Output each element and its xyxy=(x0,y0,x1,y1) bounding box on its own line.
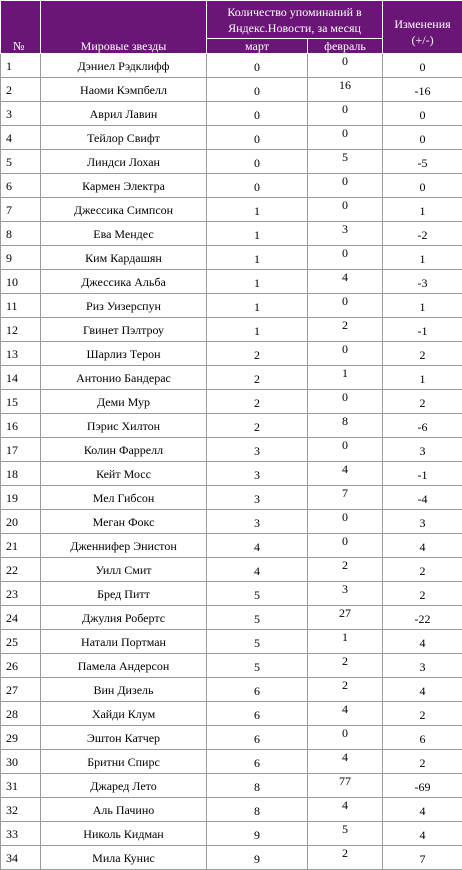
mentions-february: 0 xyxy=(308,102,383,126)
header-mentions: Количество упоминаний в Яндекс.Новости, за месяц xyxy=(207,1,383,39)
mentions-change: 2 xyxy=(383,390,462,414)
mentions-february: 5 xyxy=(308,150,383,174)
mentions-change: -4 xyxy=(383,486,462,510)
table-row xyxy=(1,174,462,198)
row-number: 26 xyxy=(1,654,41,678)
mentions-change: 4 xyxy=(383,630,462,654)
mentions-march: 2 xyxy=(207,366,308,390)
table-row xyxy=(1,510,462,534)
mentions-march: 1 xyxy=(207,246,308,270)
mentions-february: 77 xyxy=(308,774,383,798)
table-row xyxy=(1,294,462,318)
table-row xyxy=(1,558,462,582)
mentions-february: 4 xyxy=(308,798,383,822)
mentions-march: 6 xyxy=(207,678,308,702)
table-row xyxy=(1,606,462,630)
mentions-february: 4 xyxy=(308,750,383,774)
star-name: Николь Кидман xyxy=(41,822,207,846)
star-name: Вин Дизель xyxy=(41,678,207,702)
mentions-march: 3 xyxy=(207,486,308,510)
mentions-change: -1 xyxy=(383,462,462,486)
mentions-february: 0 xyxy=(308,126,383,150)
star-name: Шарлиз Терон xyxy=(41,342,207,366)
header-march: март xyxy=(207,39,308,54)
star-name: Дэниел Рэдклифф xyxy=(41,54,207,78)
table-row xyxy=(1,726,462,750)
mentions-march: 0 xyxy=(207,126,308,150)
mentions-february: 0 xyxy=(308,438,383,462)
mentions-february: 0 xyxy=(308,390,383,414)
star-name: Джаред Лето xyxy=(41,774,207,798)
row-number: 13 xyxy=(1,342,41,366)
mentions-change: -22 xyxy=(383,606,462,630)
star-name: Бред Питт xyxy=(41,582,207,606)
mentions-february: 0 xyxy=(308,510,383,534)
table-row xyxy=(1,390,462,414)
star-name: Гвинет Пэлтроу xyxy=(41,318,207,342)
star-name: Меган Фокс xyxy=(41,510,207,534)
mentions-march: 9 xyxy=(207,822,308,846)
mentions-change: -2 xyxy=(383,222,462,246)
row-number: 2 xyxy=(1,78,41,102)
star-name: Уилл Смит xyxy=(41,558,207,582)
star-name: Аврил Лавин xyxy=(41,102,207,126)
mentions-change: 4 xyxy=(383,822,462,846)
mentions-change: -6 xyxy=(383,414,462,438)
mentions-change: 2 xyxy=(383,702,462,726)
mentions-march: 5 xyxy=(207,582,308,606)
mentions-february: 2 xyxy=(308,678,383,702)
mentions-change: 0 xyxy=(383,126,462,150)
table-row xyxy=(1,150,462,174)
mentions-change: -16 xyxy=(383,78,462,102)
row-number: 3 xyxy=(1,102,41,126)
star-name: Бритни Спирс xyxy=(41,750,207,774)
table-row xyxy=(1,678,462,702)
mentions-february: 5 xyxy=(308,822,383,846)
mentions-march: 5 xyxy=(207,630,308,654)
row-number: 23 xyxy=(1,582,41,606)
mentions-change: 3 xyxy=(383,438,462,462)
star-name: Ким Кардашян xyxy=(41,246,207,270)
star-name: Ева Мендес xyxy=(41,222,207,246)
mentions-change: 1 xyxy=(383,366,462,390)
mentions-february: 2 xyxy=(308,318,383,342)
table-row xyxy=(1,438,462,462)
table-row xyxy=(1,486,462,510)
mentions-february: 0 xyxy=(308,294,383,318)
row-number: 1 xyxy=(1,54,41,78)
mentions-february: 4 xyxy=(308,462,383,486)
row-number: 27 xyxy=(1,678,41,702)
mentions-february: 0 xyxy=(308,54,383,78)
mentions-february: 4 xyxy=(308,270,383,294)
row-number: 21 xyxy=(1,534,41,558)
mentions-february: 0 xyxy=(308,246,383,270)
star-name: Хайди Клум xyxy=(41,702,207,726)
row-number: 18 xyxy=(1,462,41,486)
table-row xyxy=(1,630,462,654)
mentions-march: 6 xyxy=(207,702,308,726)
star-name: Джессика Альба xyxy=(41,270,207,294)
row-number: 31 xyxy=(1,774,41,798)
mentions-march: 2 xyxy=(207,390,308,414)
mentions-march: 6 xyxy=(207,750,308,774)
star-name: Пэрис Хилтон xyxy=(41,414,207,438)
mentions-february: 0 xyxy=(308,342,383,366)
mentions-change: 2 xyxy=(383,558,462,582)
table-row xyxy=(1,222,462,246)
mentions-february: 7 xyxy=(308,486,383,510)
row-number: 9 xyxy=(1,246,41,270)
mentions-change: 2 xyxy=(383,582,462,606)
mentions-february: 3 xyxy=(308,222,383,246)
star-name: Риз Уизерспун xyxy=(41,294,207,318)
row-number: 33 xyxy=(1,822,41,846)
mentions-february: 4 xyxy=(308,702,383,726)
mentions-change: 0 xyxy=(383,174,462,198)
mentions-march: 8 xyxy=(207,774,308,798)
row-number: 20 xyxy=(1,510,41,534)
mentions-february: 0 xyxy=(308,174,383,198)
table-row xyxy=(1,654,462,678)
star-name: Наоми Кэмпбелл xyxy=(41,78,207,102)
mentions-march: 5 xyxy=(207,606,308,630)
header-change: Изменения (+/-) xyxy=(383,1,462,54)
star-name: Дженнифер Энистон xyxy=(41,534,207,558)
mentions-february: 2 xyxy=(308,558,383,582)
table-row xyxy=(1,126,462,150)
mentions-march: 1 xyxy=(207,318,308,342)
mentions-march: 0 xyxy=(207,150,308,174)
mentions-march: 0 xyxy=(207,102,308,126)
header-february: февраль xyxy=(308,39,383,54)
mentions-february: 8 xyxy=(308,414,383,438)
row-number: 16 xyxy=(1,414,41,438)
table-row xyxy=(1,342,462,366)
mentions-march: 5 xyxy=(207,654,308,678)
mentions-march: 1 xyxy=(207,198,308,222)
mentions-change: 1 xyxy=(383,198,462,222)
mentions-march: 3 xyxy=(207,438,308,462)
mentions-march: 2 xyxy=(207,342,308,366)
row-number: 15 xyxy=(1,390,41,414)
star-name: Памела Андерсон xyxy=(41,654,207,678)
mentions-march: 4 xyxy=(207,534,308,558)
row-number: 29 xyxy=(1,726,41,750)
star-name: Джулия Робертс xyxy=(41,606,207,630)
row-number: 6 xyxy=(1,174,41,198)
table-row xyxy=(1,462,462,486)
mentions-change: 0 xyxy=(383,54,462,78)
table-row xyxy=(1,366,462,390)
row-number: 28 xyxy=(1,702,41,726)
mentions-change: 6 xyxy=(383,726,462,750)
star-name: Антонио Бандерас xyxy=(41,366,207,390)
table-row xyxy=(1,414,462,438)
mentions-change: 1 xyxy=(383,294,462,318)
mentions-february: 2 xyxy=(308,654,383,678)
row-number: 12 xyxy=(1,318,41,342)
row-number: 34 xyxy=(1,846,41,870)
star-name: Мел Гибсон xyxy=(41,486,207,510)
table-row xyxy=(1,702,462,726)
mentions-change: -1 xyxy=(383,318,462,342)
mentions-march: 0 xyxy=(207,78,308,102)
mentions-march: 4 xyxy=(207,558,308,582)
table-header xyxy=(1,1,462,54)
star-name: Мила Кунис xyxy=(41,846,207,870)
table-row xyxy=(1,534,462,558)
header-stars: Мировые звезды xyxy=(41,1,207,54)
star-name: Тейлор Свифт xyxy=(41,126,207,150)
mentions-change: -69 xyxy=(383,774,462,798)
mentions-change: 4 xyxy=(383,534,462,558)
mentions-march: 8 xyxy=(207,798,308,822)
row-number: 25 xyxy=(1,630,41,654)
header-row xyxy=(1,1,462,39)
row-number: 14 xyxy=(1,366,41,390)
table-row xyxy=(1,270,462,294)
row-number: 8 xyxy=(1,222,41,246)
row-number: 11 xyxy=(1,294,41,318)
table-row xyxy=(1,78,462,102)
mentions-change: 0 xyxy=(383,102,462,126)
mentions-march: 1 xyxy=(207,294,308,318)
table-row xyxy=(1,774,462,798)
star-name: Эштон Катчер xyxy=(41,726,207,750)
mentions-february: 27 xyxy=(308,606,383,630)
table-row xyxy=(1,822,462,846)
mentions-march: 1 xyxy=(207,270,308,294)
mentions-march: 2 xyxy=(207,414,308,438)
star-name: Аль Пачино xyxy=(41,798,207,822)
mentions-march: 6 xyxy=(207,726,308,750)
mentions-february: 2 xyxy=(308,846,383,870)
star-name: Джессика Симпсон xyxy=(41,198,207,222)
table-row xyxy=(1,798,462,822)
mentions-february: 1 xyxy=(308,630,383,654)
table-row xyxy=(1,318,462,342)
row-number: 30 xyxy=(1,750,41,774)
mentions-change: 3 xyxy=(383,654,462,678)
mentions-march: 3 xyxy=(207,462,308,486)
row-number: 4 xyxy=(1,126,41,150)
row-number: 10 xyxy=(1,270,41,294)
mentions-march: 0 xyxy=(207,174,308,198)
mentions-february: 0 xyxy=(308,198,383,222)
mentions-march: 0 xyxy=(207,54,308,78)
mentions-change: -5 xyxy=(383,150,462,174)
star-name: Кейт Мосс xyxy=(41,462,207,486)
mentions-february: 16 xyxy=(308,78,383,102)
table-body xyxy=(1,54,462,870)
star-name: Линдси Лохан xyxy=(41,150,207,174)
row-number: 32 xyxy=(1,798,41,822)
mentions-change: 2 xyxy=(383,342,462,366)
mentions-change: 1 xyxy=(383,246,462,270)
row-number: 19 xyxy=(1,486,41,510)
table-row xyxy=(1,846,462,870)
mentions-change: 4 xyxy=(383,678,462,702)
mentions-february: 3 xyxy=(308,582,383,606)
star-name: Колин Фаррелл xyxy=(41,438,207,462)
mentions-march: 9 xyxy=(207,846,308,870)
table-row xyxy=(1,102,462,126)
row-number: 7 xyxy=(1,198,41,222)
mentions-february: 0 xyxy=(308,534,383,558)
star-name: Деми Мур xyxy=(41,390,207,414)
mentions-february: 1 xyxy=(308,366,383,390)
table-row xyxy=(1,198,462,222)
mentions-change: 4 xyxy=(383,798,462,822)
table-row xyxy=(1,54,462,78)
mentions-change: 3 xyxy=(383,510,462,534)
table-row xyxy=(1,246,462,270)
mentions-change: 7 xyxy=(383,846,462,870)
star-name: Натали Портман xyxy=(41,630,207,654)
row-number: 22 xyxy=(1,558,41,582)
row-number: 24 xyxy=(1,606,41,630)
mentions-march: 1 xyxy=(207,222,308,246)
mentions-change: 2 xyxy=(383,750,462,774)
mentions-february: 0 xyxy=(308,726,383,750)
table-row xyxy=(1,582,462,606)
star-name: Кармен Электра xyxy=(41,174,207,198)
mentions-change: -3 xyxy=(383,270,462,294)
row-number: 5 xyxy=(1,150,41,174)
mentions-march: 3 xyxy=(207,510,308,534)
header-number: № xyxy=(1,1,41,54)
row-number: 17 xyxy=(1,438,41,462)
